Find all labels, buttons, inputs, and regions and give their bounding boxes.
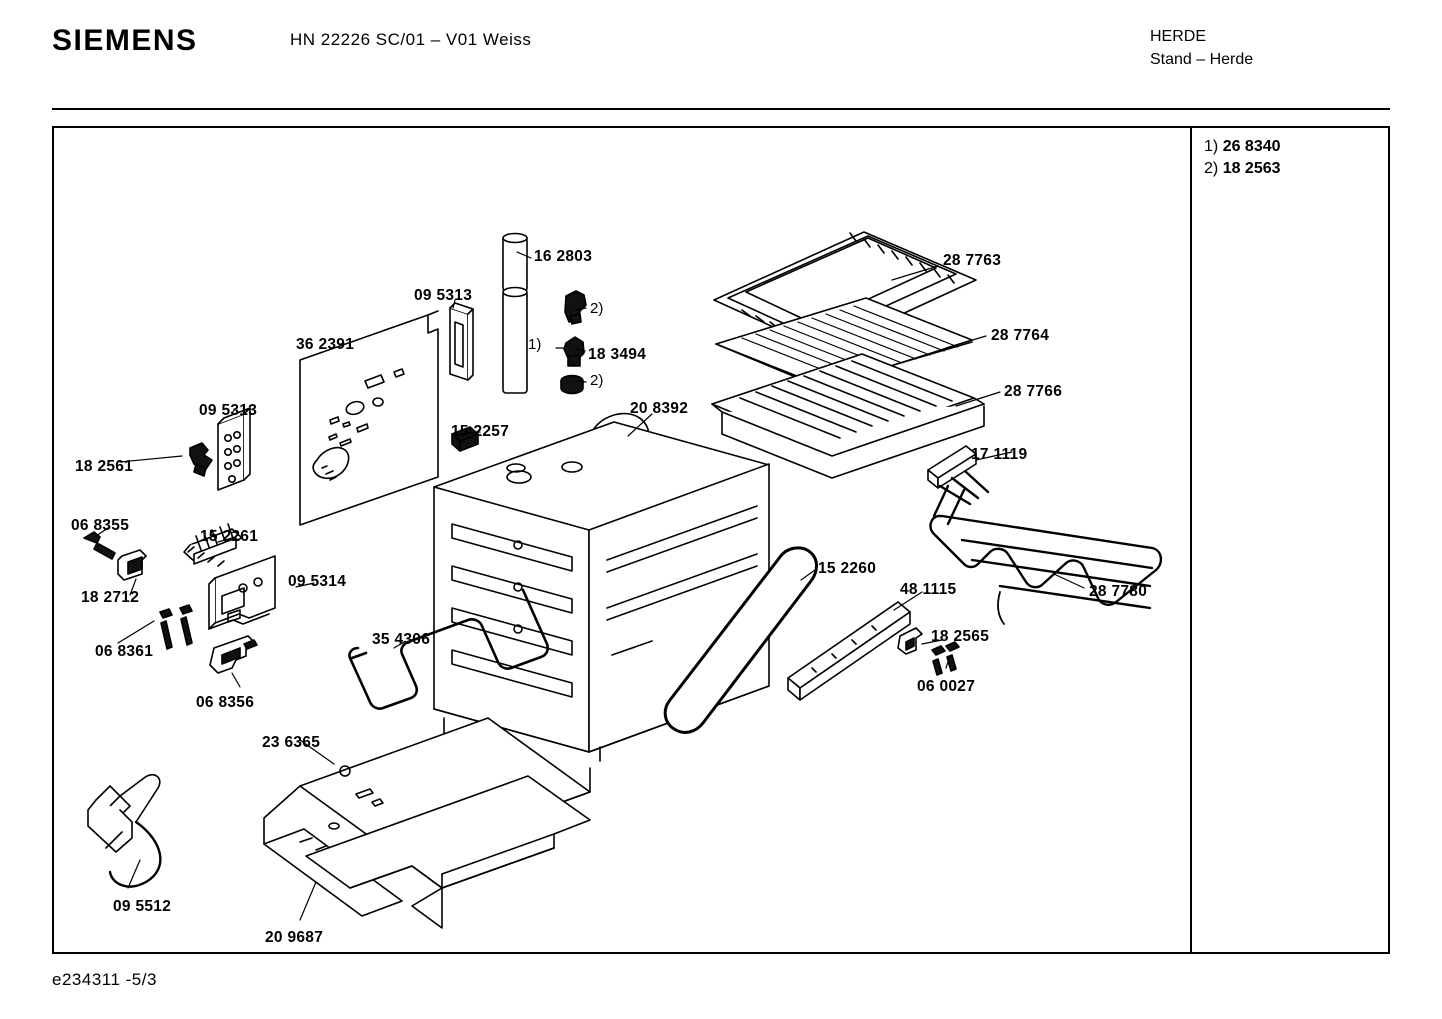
part-label-06-8361: 06 8361 xyxy=(95,643,154,660)
part-label-17-1119: 17 1119 xyxy=(971,446,1028,463)
part-label-15-2261: 15 2261 xyxy=(200,528,259,545)
part-06-8355-shape xyxy=(84,532,115,559)
part-label-18-2565: 18 2565 xyxy=(931,628,990,645)
part-09-5313-upper-shape xyxy=(450,303,473,380)
inline-marker-2b: 2) xyxy=(590,372,604,389)
subcategory-label: Stand – Herde xyxy=(1150,51,1254,68)
part-label-09-5314: 09 5314 xyxy=(288,573,347,590)
part-28-7766-shape xyxy=(712,354,984,478)
part-label-16-2803: 16 2803 xyxy=(534,248,593,265)
part-17-1119-shape xyxy=(928,446,976,488)
part-label-06-8355: 06 8355 xyxy=(71,517,130,534)
part-label-28-7780: 28 7780 xyxy=(1089,583,1148,600)
document-code: e234311 -5/3 xyxy=(52,970,157,989)
inline-marker-1: 1) xyxy=(528,336,542,353)
part-18-2561-shape xyxy=(190,443,212,476)
part-label-35-4306: 35 4306 xyxy=(372,631,431,648)
part-label-18-2561: 18 2561 xyxy=(75,458,134,475)
part-label-09-5313-upper: 09 5313 xyxy=(414,287,473,304)
part-label-09-5313-left: 09 5313 xyxy=(199,402,258,419)
part-09-5512-shape xyxy=(88,775,160,887)
part-label-28-7766: 28 7766 xyxy=(1004,383,1063,400)
part-48-1115-shape xyxy=(788,602,910,700)
part-label-15-2257: 15 2257 xyxy=(451,423,510,440)
part-label-48-1115: 48 1115 xyxy=(900,581,957,598)
category-label: HERDE xyxy=(1150,28,1207,45)
part-label-28-7763: 28 7763 xyxy=(943,252,1002,269)
part-label-06-8356: 06 8356 xyxy=(196,694,255,711)
part-label-36-2391: 36 2391 xyxy=(296,336,355,353)
inline-marker-2a: 2) xyxy=(590,300,604,317)
model-designation: HN 22226 SC/01 – V01 Weiss xyxy=(290,30,532,49)
part-06-0027-shape xyxy=(932,642,959,675)
part-label-20-9687: 20 9687 xyxy=(265,929,324,946)
part-09-5313-left-shape xyxy=(218,408,250,490)
brand-logo: SIEMENS xyxy=(52,24,198,57)
part-16-2803-shape xyxy=(503,234,527,394)
part-label-20-8392: 20 8392 xyxy=(630,400,689,417)
part-18-2712-shape xyxy=(118,550,146,580)
note-1-marker: 1) xyxy=(1204,138,1219,155)
part-label-23-6365: 23 6365 xyxy=(262,734,321,751)
part-09-5314-shape xyxy=(209,556,275,629)
part-18-3494-shape xyxy=(561,291,586,394)
part-label-18-2712: 18 2712 xyxy=(81,589,140,606)
part-06-8361-shape xyxy=(160,605,192,649)
part-label-18-3494: 18 3494 xyxy=(588,346,647,363)
part-label-09-5512: 09 5512 xyxy=(113,898,172,915)
part-18-2565-shape xyxy=(898,628,922,654)
part-label-15-2260: 15 2260 xyxy=(818,560,877,577)
note-2-number: 18 2563 xyxy=(1222,160,1281,177)
part-06-8356-shape xyxy=(210,636,257,673)
part-label-06-0027: 06 0027 xyxy=(917,678,976,695)
note-2-marker: 2) xyxy=(1204,160,1219,177)
note-1-number: 26 8340 xyxy=(1222,138,1281,155)
part-28-7780-shape xyxy=(931,472,1161,624)
part-label-28-7764: 28 7764 xyxy=(991,327,1050,344)
oven-cavity-shape xyxy=(434,422,769,761)
